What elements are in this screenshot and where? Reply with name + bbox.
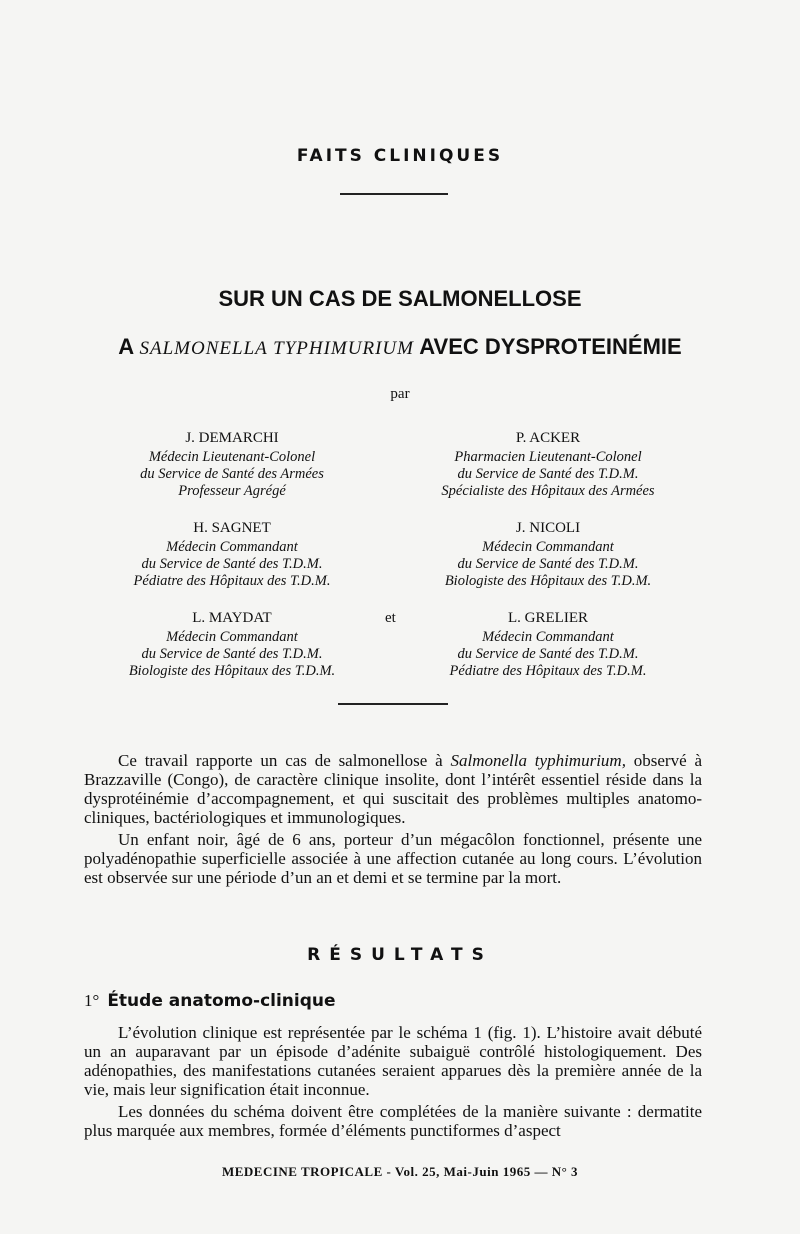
- author-block: [82, 610, 382, 680]
- results-paragraph: L’évolution clinique est représentée par le schéma 1 (fig. 1). L’histoire avait débuté un an auparavant par un épisode d’adénite subaiguë contrôlé histologiquement. Des adénopathies, des manifestations cutanées seraient apparues dès la première année de la vie, mais leur signification était inconnue.: [84, 1023, 702, 1099]
- author-role: du Service de Santé des T.D.M.: [457, 556, 639, 572]
- author-role: Médecin Commandant: [482, 539, 614, 555]
- author-role: du Service de Santé des T.D.M.: [457, 466, 639, 482]
- author-block: [398, 430, 698, 500]
- intro-paragraph: Ce travail rapporte un cas de salmonellose à Salmonella typhimurium, observé à Brazzaville (Congo), de caractère clinique insolite, dont l’intérêt essentiel réside dans la dysprotéinémie d’accompagnement, et qui suscitait des problèmes multiples anatomo-cliniques, bactériologiques et immunologiques.: [84, 751, 702, 827]
- intro-paragraph: Un enfant noir, âgé de 6 ans, porteur d’un mégacôlon fonctionnel, présente une polyadénopathie superficielle associée à une affection cutanée au long cours. L’évolution est observée sur une période d’un an et demi et se termine par la mort.: [84, 830, 702, 887]
- article-title-line2: [0, 334, 800, 360]
- article-title-line1: SUR UN CAS DE SALMONELLOSE: [218, 286, 582, 311]
- author-role: Pharmacien Lieutenant-Colonel: [454, 449, 642, 465]
- subsection-heading: [84, 991, 336, 1011]
- author-role: Biologiste des Hôpitaux des T.D.M.: [128, 663, 336, 679]
- author-role: Médecin Lieutenant-Colonel: [148, 449, 316, 465]
- organism-name: Salmonella typhimurium,: [450, 751, 626, 770]
- author-role: Médecin Commandant: [166, 629, 298, 645]
- author-name: L. GRELIER: [508, 610, 588, 626]
- author-block: [398, 610, 698, 680]
- running-footer: MEDECINE TROPICALE - Vol. 25, Mai-Juin 1965 — N° 3: [221, 1164, 579, 1179]
- subsection-number: 1°: [84, 991, 100, 1010]
- author-role: du Service de Santé des T.D.M.: [141, 646, 323, 662]
- results-paragraph: Les données du schéma doivent être complétées de la manière suivante : dermatite plus marquée aux membres, formée d’éléments punctiformes d’aspect: [84, 1102, 702, 1140]
- results-text: [84, 1023, 702, 1140]
- by-label: par: [390, 386, 410, 402]
- author-block: [82, 430, 382, 500]
- intro-text: [84, 751, 702, 887]
- author-role: Professeur Agrégé: [178, 483, 286, 499]
- author-role: Spécialiste des Hôpitaux des Armées: [441, 483, 655, 499]
- author-block: [82, 520, 382, 590]
- conjunction: et: [385, 610, 396, 626]
- title-suffix: AVEC DYSPROTEINÉMIE: [419, 334, 682, 359]
- results-heading: RÉSULTATS: [307, 945, 493, 965]
- middle-divider: [338, 703, 448, 705]
- title-italic: SALMONELLA TYPHIMURIUM: [139, 338, 414, 359]
- author-role: du Service de Santé des T.D.M.: [457, 646, 639, 662]
- top-divider: [340, 193, 448, 195]
- author-role: du Service de Santé des Armées: [140, 466, 324, 482]
- author-role: Médecin Commandant: [482, 629, 614, 645]
- author-name: J. DEMARCHI: [185, 430, 279, 446]
- section-label: FAITS CLINIQUES: [296, 146, 504, 166]
- author-block: [398, 520, 698, 590]
- author-role: Pédiatre des Hôpitaux des T.D.M.: [133, 573, 331, 589]
- author-name: L. MAYDAT: [192, 610, 272, 626]
- author-role: Pédiatre des Hôpitaux des T.D.M.: [449, 663, 647, 679]
- author-role: Biologiste des Hôpitaux des T.D.M.: [444, 573, 652, 589]
- author-role: Médecin Commandant: [166, 539, 298, 555]
- title-prefix: A: [118, 334, 134, 359]
- author-name: H. SAGNET: [193, 520, 271, 536]
- author-role: du Service de Santé des T.D.M.: [141, 556, 323, 572]
- subsection-title: Étude anatomo-clinique: [107, 991, 336, 1011]
- author-name: P. ACKER: [515, 430, 581, 446]
- author-name: J. NICOLI: [515, 520, 581, 536]
